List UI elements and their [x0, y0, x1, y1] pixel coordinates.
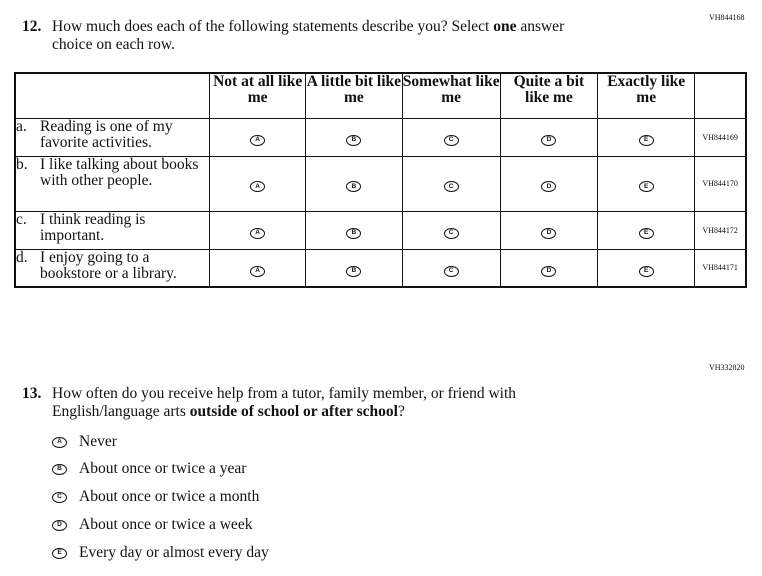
question-13 [22, 385, 516, 421]
item-code-q13: VH332820 [709, 363, 745, 372]
radio-e[interactable]: E [639, 135, 654, 146]
row-text: Reading is one of my favorite activities. [40, 117, 173, 151]
radio-e[interactable]: E [639, 266, 654, 277]
table-row [15, 211, 746, 249]
question-text-line1: How often do you receive help from a tutor, family member, or friend with [52, 385, 517, 402]
radio-b[interactable]: B [346, 228, 361, 239]
row-text: I enjoy going to a bookstore or a library. [40, 248, 177, 282]
question-12 [22, 18, 564, 54]
option-label: About once or twice a month [79, 488, 260, 505]
col-header-exactly: Exactly like me [598, 73, 695, 118]
radio-c[interactable]: C [444, 266, 459, 277]
item-code-q12: VH844168 [709, 13, 745, 22]
radio-d[interactable]: D [541, 135, 556, 146]
row-letter: c. [16, 210, 27, 228]
radio-b[interactable]: B [52, 464, 67, 475]
table-row [15, 156, 746, 211]
table-row [15, 118, 746, 156]
row-code: VH844171 [695, 249, 746, 287]
option-once-twice-year[interactable] [52, 460, 246, 478]
question-emphasis: outside of school or after school [189, 403, 398, 420]
radio-a[interactable]: A [250, 181, 265, 192]
col-header-somewhat: Somewhat like me [402, 73, 500, 118]
radio-a[interactable]: A [250, 135, 265, 146]
radio-a[interactable]: A [250, 228, 265, 239]
statement-cell [15, 211, 210, 249]
radio-c[interactable]: C [444, 181, 459, 192]
header-blank [15, 73, 210, 118]
option-every-day[interactable] [52, 544, 269, 562]
question-number: 12. [22, 18, 42, 35]
row-code: VH844169 [695, 118, 746, 156]
col-header-quite-a-bit: Quite a bit like me [500, 73, 597, 118]
radio-e[interactable]: E [639, 181, 654, 192]
row-letter: b. [16, 155, 28, 173]
option-label: About once or twice a week [79, 516, 253, 533]
radio-a[interactable]: A [52, 437, 67, 448]
statement-cell [15, 156, 210, 211]
radio-b[interactable]: B [346, 266, 361, 277]
question-text-part3: ? [398, 403, 405, 420]
option-once-twice-month[interactable] [52, 488, 259, 506]
col-header-not-at-all: Not at all like me [210, 73, 306, 118]
option-label: About once or twice a year [79, 460, 247, 477]
question-number: 13. [22, 385, 42, 402]
option-never[interactable] [52, 433, 117, 451]
question-text-part1: English/language arts [52, 403, 190, 420]
option-label: Never [79, 433, 117, 450]
row-letter: a. [16, 117, 27, 135]
option-label: Every day or almost every day [79, 544, 269, 561]
radio-e[interactable]: E [639, 228, 654, 239]
radio-c[interactable]: C [52, 492, 67, 503]
statement-cell [15, 249, 210, 287]
row-text: I like talking about books with other people. [40, 155, 199, 189]
response-grid [14, 72, 747, 288]
radio-b[interactable]: B [346, 181, 361, 192]
row-text: I think reading is important. [40, 210, 146, 244]
question-text-part1: How much does each of the following statements describe you? Select [52, 18, 494, 35]
question-text-part3: answer [516, 18, 565, 35]
row-code: VH844172 [695, 211, 746, 249]
radio-d[interactable]: D [541, 181, 556, 192]
radio-d[interactable]: D [52, 520, 67, 531]
col-header-a-little-bit: A little bit like me [306, 73, 402, 118]
row-code: VH844170 [695, 156, 746, 211]
header-code-blank [695, 73, 746, 118]
radio-a[interactable]: A [250, 266, 265, 277]
radio-b[interactable]: B [346, 135, 361, 146]
option-once-twice-week[interactable] [52, 516, 252, 534]
header-row [15, 73, 746, 118]
statement-cell [15, 118, 210, 156]
question-emphasis: one [493, 18, 517, 35]
radio-c[interactable]: C [444, 228, 459, 239]
radio-d[interactable]: D [541, 266, 556, 277]
radio-e[interactable]: E [52, 548, 67, 559]
radio-d[interactable]: D [541, 228, 556, 239]
row-letter: d. [16, 248, 28, 266]
radio-c[interactable]: C [444, 135, 459, 146]
table-row [15, 249, 746, 287]
question-text-line2: choice on each row. [52, 36, 175, 53]
